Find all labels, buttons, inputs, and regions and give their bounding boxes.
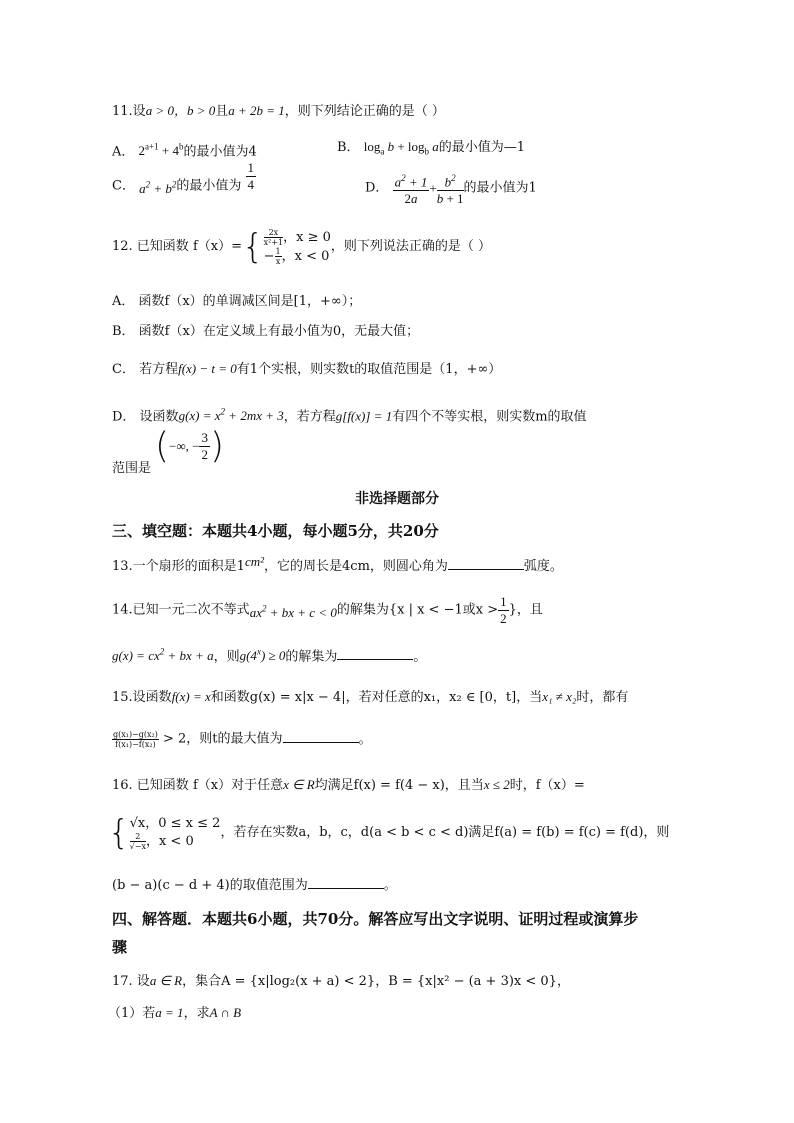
q13-unit: cm² xyxy=(244,554,265,569)
q17-line1 xyxy=(112,972,570,991)
q11-opt-a-text: 的最小值为4 xyxy=(183,144,257,160)
q11-cond1: a > 0，b > 0 xyxy=(145,103,216,118)
q15-cond: x₁ ≠ x₂ xyxy=(542,689,577,704)
q11-opt-b-text: 的最小值为—1 xyxy=(438,140,526,155)
q12-range-value: −∞, − xyxy=(169,438,200,454)
q14-line2 xyxy=(112,643,426,666)
section-4-heading: 四、解答题．本题共6小题，共70分。解答应写出文字说明、证明过程或演算步 xyxy=(112,910,639,928)
q16-piece1: √x，0 ≤ x ≤ 2 xyxy=(129,816,221,831)
q12-option-c xyxy=(112,360,501,379)
q15-fraction: $\frac{\text{g(x₁)−g(x₂)}}{\text{f(x₁)−f(x₂)}}$ xyxy=(113,730,158,749)
q16-line3-end: 。 xyxy=(383,878,397,893)
q12-opt-c-expr: f(x) − t = 0 xyxy=(178,361,237,376)
q14-suffix: }，且 xyxy=(508,602,543,618)
q16-mid: 均满足f(x) = f(4 − x)，且当 xyxy=(314,778,484,793)
q11-opt-c-num: 1 xyxy=(247,160,255,175)
q11-opt-c-expr: $a^2 + b^2$ xyxy=(139,179,177,196)
q12-option-a: A． 函数f（x）的单调减区间是[1，+∞）； xyxy=(112,294,362,309)
section-title: 非选择题部分 xyxy=(355,491,439,507)
q16-cond2: x ≤ 2 xyxy=(483,777,510,792)
q14-prefix: 14.已知一元二次不等式 xyxy=(112,602,250,618)
section-4-heading-cont: 骤 xyxy=(112,938,128,956)
q11-option-b xyxy=(337,138,525,161)
q12-stem xyxy=(112,228,491,266)
q11-opt-d-text: 的最小值为1 xyxy=(463,180,537,196)
q17-suffix: ，集合A = {x|log₂(x + a) < 2}，B = {x|x² − (a + 3)x < 0}， xyxy=(182,974,570,989)
q11-option-c xyxy=(112,160,256,203)
q14-line2-mid: ，则 xyxy=(213,649,240,665)
q16-line3-text: (b − a)(c − d + 4)的取值范围为 xyxy=(112,878,308,893)
q15-line2-suffix: > 2，则t的最大值为 xyxy=(158,731,283,747)
q16-line2 xyxy=(108,815,669,851)
q16-prefix: 16. 已知函数 f（x）对于任意 xyxy=(112,778,284,793)
q16-cond: x ∈ R xyxy=(283,777,315,792)
section-3-heading: 三、填空题：本题共4小题，每小题5分，共20分 xyxy=(112,522,439,540)
q12-piecewise: $\frac{2x}{\text{x²+1}}$ ，x ≥ 0 − $\frac{1}{x}$ ，x < 0 xyxy=(263,228,331,266)
q13-suffix: 弧度。 xyxy=(523,559,563,574)
q14-gx: $g(x) = cx^2$ + bx + a xyxy=(112,647,214,664)
q16-line2-suffix: ，若存在实数a，b，c，d(a < b < c < d)满足f(a) = f(b) = f(c) = f(d)，则 xyxy=(220,825,670,840)
q12-opt-d-expr: $g(x) = x^2 + 2mx + 3$ xyxy=(178,407,284,424)
q16-suffix: 时，f（x）= xyxy=(509,778,585,793)
q11-cond-join: 且 xyxy=(215,104,229,119)
q11-opt-a-label: A． xyxy=(112,144,135,160)
q14-g4x: $g(4^x) \ge 0$ xyxy=(239,647,286,664)
q11-opt-a-expr: $2^{a+1} + 4^b$ xyxy=(138,142,184,159)
q11-opt-c-label: C． xyxy=(112,178,135,194)
q12-opt-d-mid: ，若方程 xyxy=(283,409,336,425)
q12-brace: { xyxy=(241,227,264,267)
q11-opt-d-frac2: $\frac{b^2}{b + 1}$ xyxy=(437,170,464,207)
q12-option-d xyxy=(112,403,587,426)
q11-option-d: D． $\frac{a^2 + 1}{2a}$ + $\frac{b^2}{b + 1}$ 的最小值为1 xyxy=(365,170,537,207)
q17-cond: a ∈ R xyxy=(149,973,183,988)
q11-opt-c-den: 4 xyxy=(247,177,255,192)
q17-prefix: 17. 设 xyxy=(112,974,150,989)
q12-prefix: 12. 已知函数 f（x）= xyxy=(112,239,242,254)
q12-piece1-cond: ，x ≥ 0 xyxy=(283,230,331,245)
q13 xyxy=(112,554,563,576)
q11-opt-b-label: B． xyxy=(337,140,360,155)
q12-option-b: B． 函数f（x）在定义域上有最小值为0，无最大值； xyxy=(112,324,420,339)
q12-piece2-cond: ，x < 0 xyxy=(281,249,330,264)
q12-range-expr: (−∞, − $\frac{3}{2}$ ) xyxy=(155,425,225,467)
q12-option-d-range xyxy=(112,432,152,476)
q14-blank[interactable] xyxy=(337,647,413,660)
q12-opt-c-prefix: C． 若方程 xyxy=(112,362,179,377)
q17-sub1-prefix: （1）若 xyxy=(108,1006,156,1021)
q11-cond2: a + 2b = 1 xyxy=(228,103,285,118)
q11-opt-b-expr: $\log_a b + \log_b a$ xyxy=(363,139,439,157)
q17-sub1-cond: a = 1 xyxy=(155,1005,184,1020)
q11-opt-c-fraction xyxy=(246,160,257,193)
q12-opt-d-expr2: g[f(x)] = 1 xyxy=(335,408,393,424)
q16-piecewise: √x，0 ≤ x ≤ 2 $\frac{2}{√-x}$ ，x < 0 xyxy=(129,816,221,851)
q11-opt-d-label: D． xyxy=(365,180,389,196)
q12-opt-d-prefix: D． 设函数 xyxy=(112,409,179,425)
q11-stem xyxy=(112,102,445,121)
q16-brace: { xyxy=(108,813,130,853)
q13-middle: ，它的周长是4cm，则圆心角为 xyxy=(264,559,448,574)
q16-line1 xyxy=(112,776,585,795)
q16-line3 xyxy=(112,876,397,895)
q15-line2-end: 。 xyxy=(358,732,372,747)
q12-opt-d-suffix: 有四个不等实根，则实数m的取值 xyxy=(392,409,587,425)
q12-range-label: 范围是 xyxy=(112,461,152,476)
q14-line2-suffix: 的解集为 xyxy=(285,649,338,665)
q13-prefix: 13.一个扇形的面积是1 xyxy=(112,559,245,574)
q15-line1 xyxy=(112,688,628,707)
q17-sub1-expr: A ∩ B xyxy=(209,1005,242,1020)
q11-opt-c-text: 的最小值为 xyxy=(176,178,242,194)
q13-blank[interactable] xyxy=(448,557,524,570)
q14-line1: 14.已知一元二次不等式$ax^2$ + bx + c < 0的解集为{x | x < −1或x > $\frac{1}{2}$ }，且 xyxy=(112,594,543,626)
q15-suffix: 时，都有 xyxy=(576,690,629,705)
q17-line2 xyxy=(108,1004,241,1023)
q15-mid: 和函数g(x) = x|x − 4|，若对任意的x₁，x₂ ∈ [0，t]，当 xyxy=(210,690,543,705)
q15-prefix: 15.设函数 xyxy=(112,690,172,705)
q12-suffix: ，则下列说法正确的是（ ） xyxy=(330,239,492,254)
q11-opt-d-frac1: $\frac{a^2 + 1}{2a}$ xyxy=(393,170,430,207)
q17-sub1-mid: ，求 xyxy=(183,1006,210,1021)
q15-blank[interactable] xyxy=(283,730,359,743)
q12-opt-c-suffix: 有1个实根，则实数t的取值范围是（1，+∞） xyxy=(236,362,502,377)
q16-blank[interactable] xyxy=(308,876,384,889)
q16-piece2-cond: ，x < 0 xyxy=(145,834,194,849)
q11-option-a xyxy=(112,138,257,161)
q14-line2-end: 。 xyxy=(413,649,427,665)
q11-suffix: ，则下列结论正确的是（ ） xyxy=(284,104,445,119)
q15-line2 xyxy=(112,730,372,749)
q14-ineq: $ax^2$ + bx + c < 0 xyxy=(249,603,337,620)
q15-fx: f(x) = x xyxy=(171,689,211,704)
q11-prefix: 11.设 xyxy=(112,104,146,119)
q14-mid: 的解集为{x | x < −1或x > xyxy=(336,602,499,618)
